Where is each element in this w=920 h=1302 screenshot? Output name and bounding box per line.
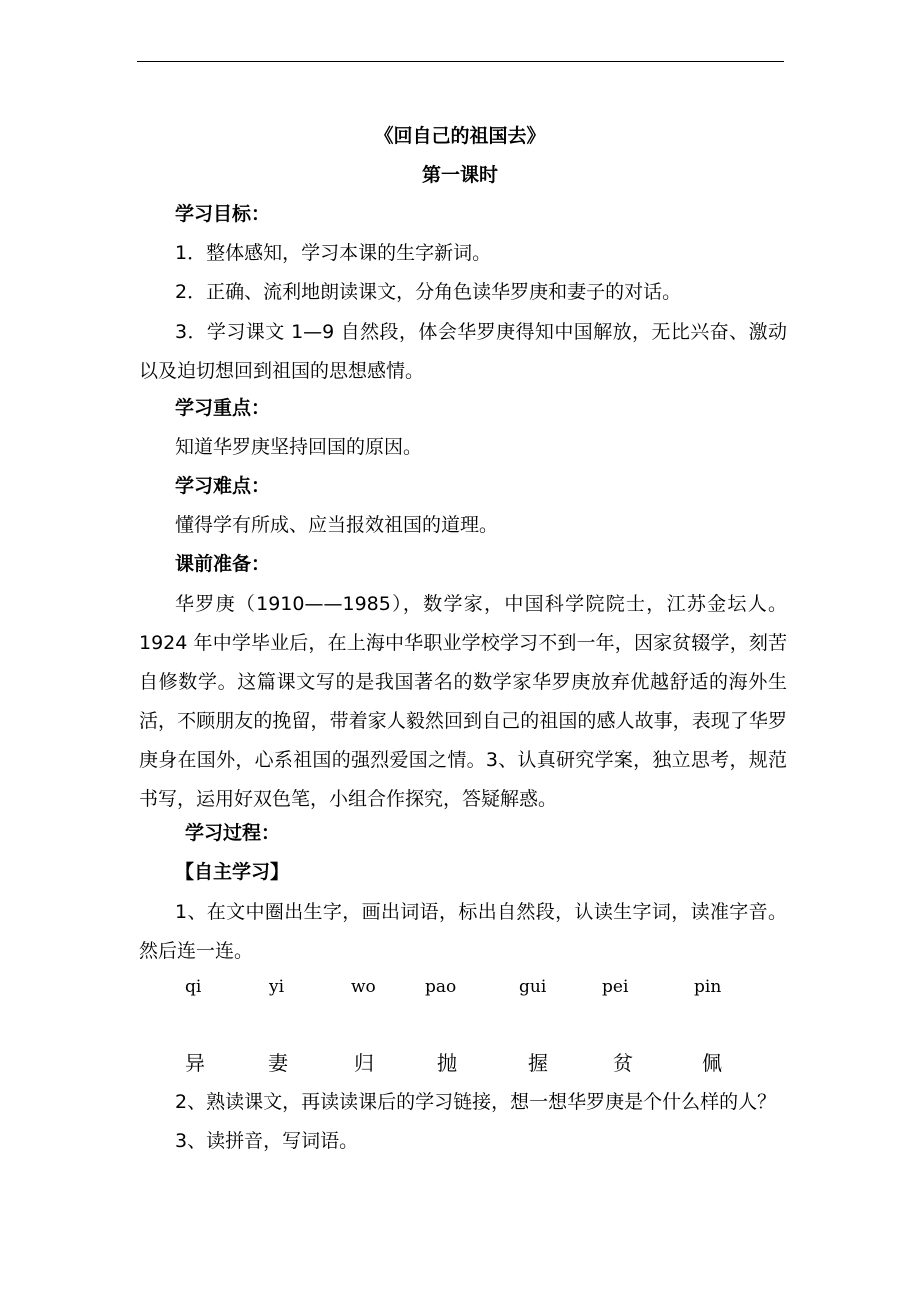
- character-item: 握: [528, 1051, 548, 1075]
- lesson-subtitle: 第一课时: [421, 164, 498, 186]
- character-item: 抛: [437, 1051, 457, 1075]
- goal-item-1: 1．整体感知，学习本课的生字新词。: [175, 242, 492, 264]
- task-1: 1、在文中圈出生字，画出词语，标出自然段，认读生字词，读准字音。然后连一连。: [139, 901, 787, 962]
- character-item: 异: [185, 1051, 205, 1075]
- preparation-heading: 课前准备：: [175, 553, 271, 575]
- goal-item-3: 3．学习课文 1—9 自然段，体会华罗庚得知中国解放，无比兴奋、激动以及迫切想回到祖国的思想感情。: [139, 321, 787, 382]
- self-study-section: 【自主学习】: [175, 861, 290, 883]
- difficulties-heading: 学习难点：: [175, 475, 271, 497]
- pinyin-item: pin: [694, 977, 722, 997]
- process-heading: 学习过程：: [185, 822, 281, 844]
- character-item: 归: [354, 1051, 374, 1075]
- goals-heading: 学习目标：: [175, 203, 271, 225]
- pinyin-item: qi: [185, 977, 202, 997]
- pinyin-item: gui: [519, 977, 547, 997]
- pinyin-item: pei: [602, 977, 629, 997]
- pinyin-item: pao: [425, 977, 457, 997]
- pinyin-item: yi: [269, 977, 285, 997]
- header-rule: [137, 61, 784, 62]
- task-2: 2、熟读课文，再读读课后的学习链接，想一想华罗庚是个什么样的人？: [175, 1091, 777, 1113]
- task-3: 3、读拼音，写词语。: [175, 1130, 359, 1152]
- key-points-heading: 学习重点：: [175, 397, 271, 419]
- preparation-text: 华罗庚（1910——1985），数学家，中国科学院院士，江苏金坛人。1924 年中学毕业后，在上海中华职业学校学习不到一年，因家贫辍学，刻苦自修数学。这篇课文写的是我国著名的数学家华罗庚放弃优越舒适的海外生活，不顾朋友的挽留，带着家人毅然回到自己的祖国的感人故事，表现了华罗庚身在国外，心系祖国的强烈爱国之情。3、认真研究学案，独立思考，规范书写，运用好双色笔，小组合作探究，答疑解惑。: [139, 593, 787, 810]
- difficulties-text: 懂得学有所成、应当报效祖国的道理。: [175, 514, 499, 536]
- key-points-text: 知道华罗庚坚持回国的原因。: [175, 436, 423, 458]
- pinyin-item: wo: [351, 977, 376, 997]
- document-title: 《回自己的祖国去》: [374, 125, 546, 147]
- character-item: 贫: [613, 1051, 633, 1075]
- goal-item-2: 2．正确、流利地朗读课文，分角色读华罗庚和妻子的对话。: [175, 281, 682, 303]
- character-item: 佩: [702, 1051, 722, 1075]
- character-item: 妻: [268, 1051, 288, 1075]
